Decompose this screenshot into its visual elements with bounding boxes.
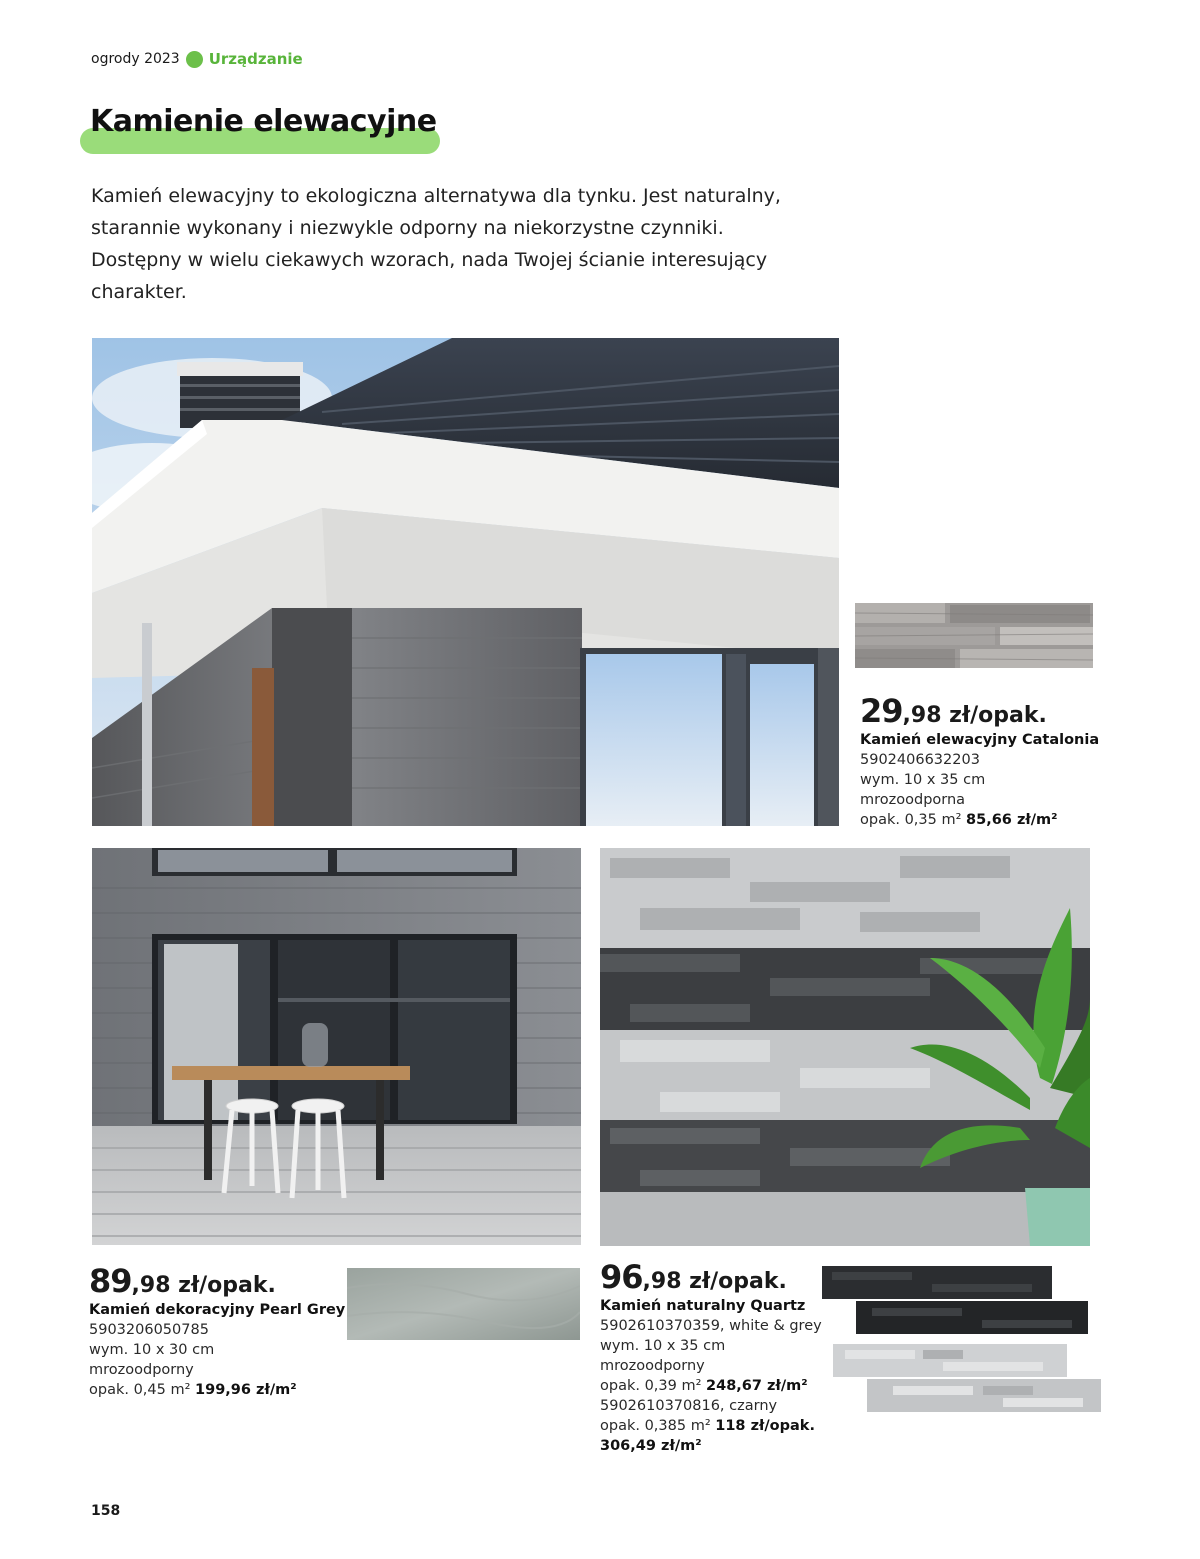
product-name: Kamień elewacyjny Catalonia	[860, 732, 1100, 748]
category-label: Urządzanie	[208, 50, 303, 68]
category-dot-icon	[186, 51, 203, 68]
product-quartz	[600, 1258, 822, 1456]
pack-size: opak. 0,45 m²	[89, 1382, 191, 1398]
quartz-black-stone-sample	[822, 1266, 1088, 1334]
product-ean: 5903206050785	[89, 1322, 209, 1338]
quartz-wall-photo	[600, 848, 1090, 1246]
pack-size: opak. 0,35 m²	[860, 812, 962, 828]
product-size: wym. 10 x 35 cm	[600, 1338, 726, 1354]
quartz-white-grey-stone-sample	[833, 1344, 1101, 1412]
product-pack	[600, 1376, 822, 1396]
product-frost: mrozoodporna	[860, 792, 966, 808]
page-title: Kamienie elewacyjne	[90, 104, 437, 139]
product-size: wym. 10 x 30 cm	[89, 1342, 215, 1358]
price-integer: 89	[89, 1262, 132, 1300]
pack-size-2: opak. 0,385 m²	[600, 1418, 711, 1434]
product-ean: 5902406632203	[860, 752, 980, 768]
pearl-grey-stone-sample	[347, 1268, 580, 1340]
price-rest: ,98 zł/opak.	[902, 703, 1047, 728]
unit-price: 199,96 zł/m²	[195, 1382, 297, 1398]
price-catalonia	[860, 692, 1099, 730]
house-facade-photo	[92, 338, 839, 826]
title-block	[80, 104, 440, 152]
product-catalonia	[860, 692, 1099, 830]
unit-price: 248,67 zł/m²	[706, 1378, 808, 1394]
product-pack	[89, 1380, 345, 1400]
unit-price: 85,66 zł/m²	[966, 812, 1058, 828]
price-2: 118 zł/opak.	[715, 1418, 815, 1434]
product-frost: mrozoodporny	[89, 1362, 194, 1378]
intro-text: Kamień elewacyjny to ekologiczna alternatywa dla tynku. Jest naturalny, starannie wykonany i niezwykle odporny na niekorzystne czynniki. Dostępny w wielu ciekawych wzorach, nada Twojej ścianie interesujący charakter.	[91, 185, 781, 303]
page-header	[91, 50, 303, 68]
price-rest: ,98 zł/opak.	[131, 1273, 276, 1298]
patio-photo	[92, 848, 581, 1245]
product-ean: 5902610370359, white & grey	[600, 1318, 822, 1334]
price-integer: 96	[600, 1258, 643, 1296]
price-quartz	[600, 1258, 822, 1296]
price-pearl-grey	[89, 1262, 345, 1300]
page-number: 158	[91, 1503, 121, 1519]
product-pack-2	[600, 1416, 822, 1436]
price-integer: 29	[860, 692, 903, 730]
product-name: Kamień naturalny Quartz	[600, 1298, 806, 1314]
product-pack	[860, 810, 1099, 830]
product-frost: mrozoodporny	[600, 1358, 705, 1374]
catalonia-stone-sample	[855, 603, 1093, 668]
section-label: ogrody 2023	[91, 51, 180, 67]
product-ean-2: 5902610370816, czarny	[600, 1398, 778, 1414]
product-name: Kamień dekoracyjny Pearl Grey	[89, 1302, 346, 1318]
product-size: wym. 10 x 35 cm	[860, 772, 986, 788]
price-rest: ,98 zł/opak.	[642, 1269, 787, 1294]
pack-size: opak. 0,39 m²	[600, 1378, 702, 1394]
product-pearl-grey	[89, 1262, 345, 1400]
unit-price-2: 306,49 zł/m²	[600, 1438, 702, 1454]
